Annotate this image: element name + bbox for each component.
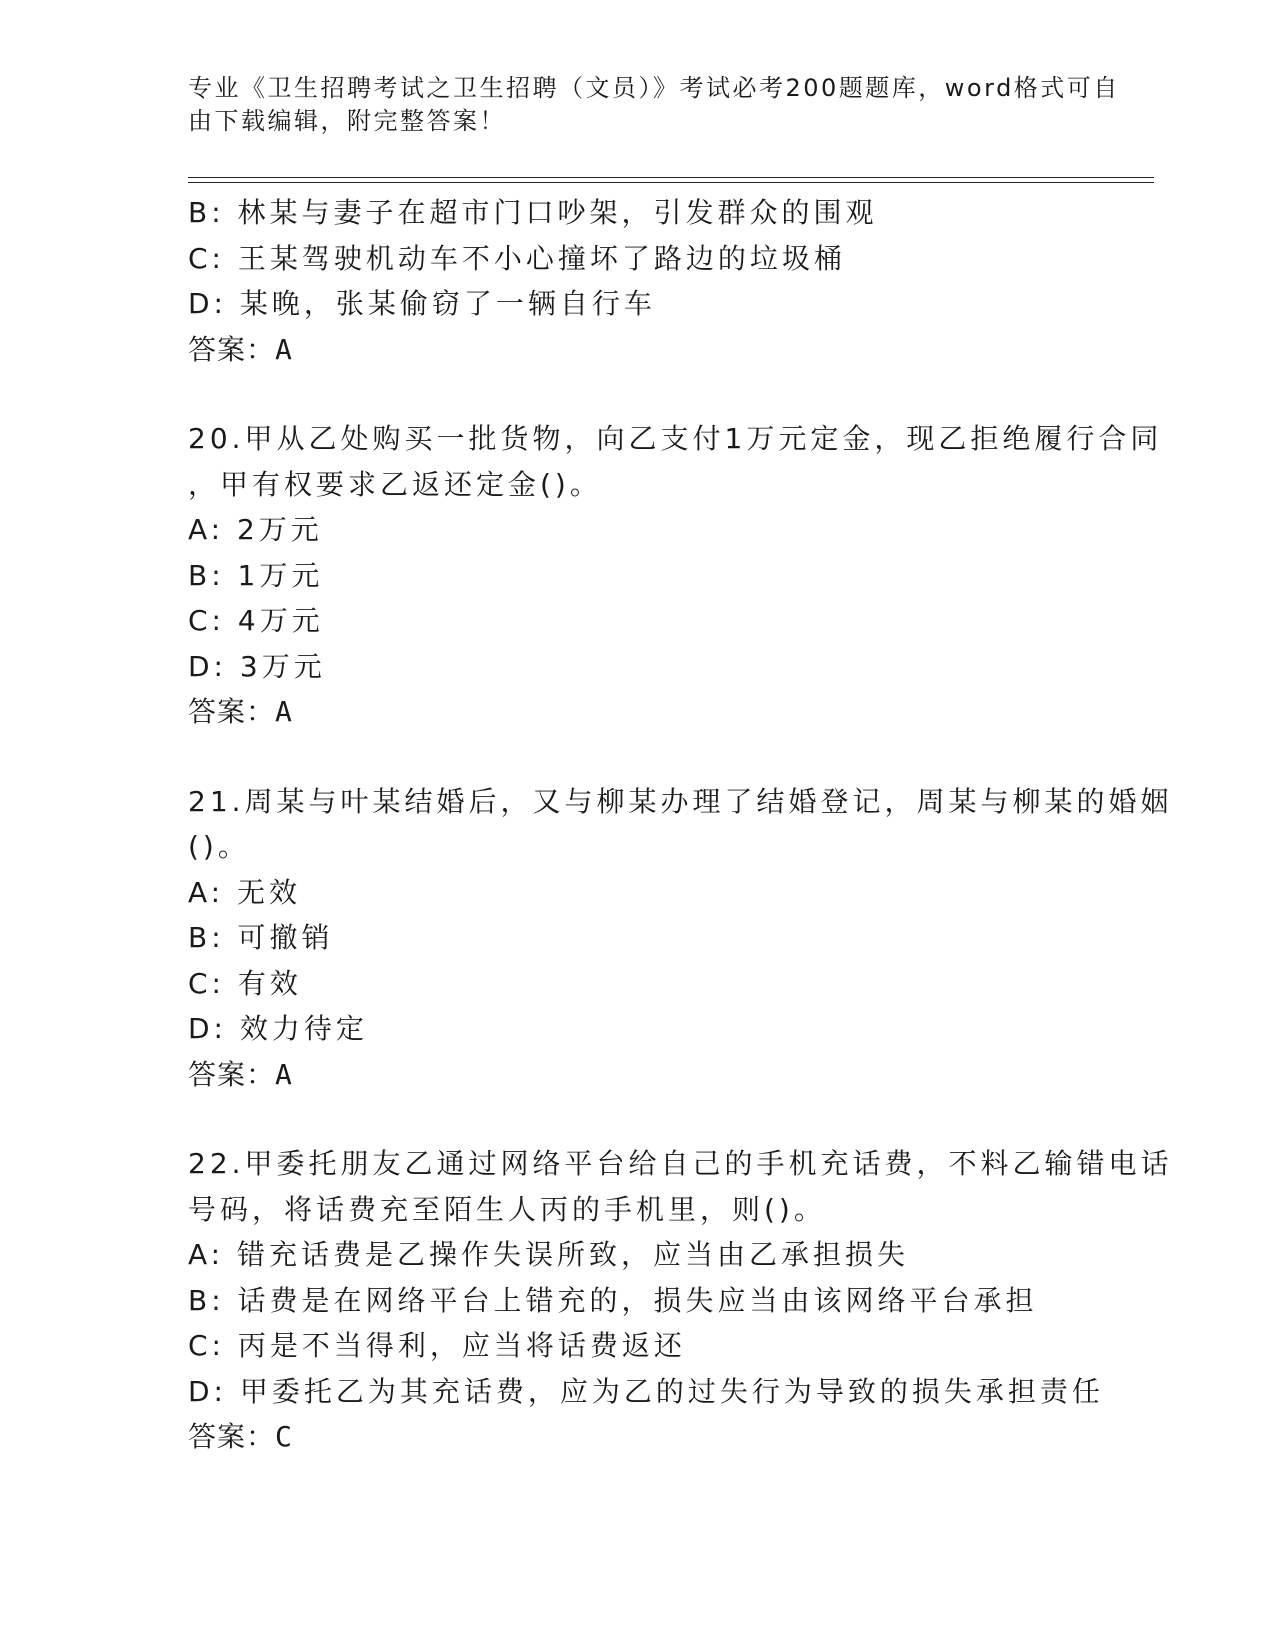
question-stem: 21.周某与叶某结婚后，又与柳某办理了结婚登记，周某与柳某的婚姻 xyxy=(188,784,1173,818)
question-stem: ，甲有权要求乙返还定金()。 xyxy=(188,467,602,501)
question-block xyxy=(188,779,1173,1098)
question-block xyxy=(188,416,1163,735)
header-line: 由下载编辑，附完整答案！ xyxy=(188,107,506,135)
header-line: 专业《卫生招聘考试之卫生招聘（文员）》考试必考200题题库，word格式可自 xyxy=(188,74,1120,102)
question-list xyxy=(188,190,1173,1460)
option-a: A: 2万元 xyxy=(188,513,323,546)
option-c: C: 有效 xyxy=(188,966,302,1000)
option-b: B: 话费是在网络平台上错充的，损失应当由该网络平台承担 xyxy=(188,1283,1038,1317)
header-divider xyxy=(188,177,1154,178)
option-a: A: 无效 xyxy=(188,875,301,909)
option-d: D: 甲委托乙为其充话费，应为乙的过失行为导致的损失承担责任 xyxy=(188,1374,1104,1408)
option-b: B: 1万元 xyxy=(188,558,324,592)
option-d: D: 某晚，张某偷窃了一辆自行车 xyxy=(188,287,656,320)
option-a: A: 错充话费是乙操作失误所致，应当由乙承担损失 xyxy=(188,1238,909,1271)
header-divider xyxy=(188,182,1154,183)
option-c: C: 王某驾驶机动车不小心撞坏了路边的垃圾桶 xyxy=(188,241,846,275)
question-block xyxy=(188,190,1088,372)
option-c: C: 丙是不当得利，应当将话费返还 xyxy=(188,1329,686,1362)
answer-label: 答案：A xyxy=(188,1057,293,1091)
answer-label: 答案：A xyxy=(188,332,293,366)
option-d: D: 效力待定 xyxy=(188,1012,368,1045)
question-stem: 号码，将话费充至陌生人丙的手机里，则()。 xyxy=(188,1192,826,1226)
question-stem: 22.甲委托朋友乙通过网络平台给自己的手机充话费，不料乙输错电话 xyxy=(188,1147,1173,1180)
option-b: B: 可撤销 xyxy=(188,921,334,954)
option-c: C: 4万元 xyxy=(188,604,324,637)
option-b: B: 林某与妻子在超市门口吵架，引发群众的围观 xyxy=(188,196,878,229)
option-d: D: 3万元 xyxy=(188,649,326,683)
question-stem: 20.甲从乙处购买一批货物，向乙支付1万元定金，现乙拒绝履行合同 xyxy=(188,422,1163,455)
answer-label: 答案：A xyxy=(188,695,293,728)
document-header xyxy=(188,72,1120,138)
question-block xyxy=(188,1141,1173,1460)
answer-label: 答案：C xyxy=(188,1420,293,1453)
question-stem: ()。 xyxy=(188,830,250,863)
